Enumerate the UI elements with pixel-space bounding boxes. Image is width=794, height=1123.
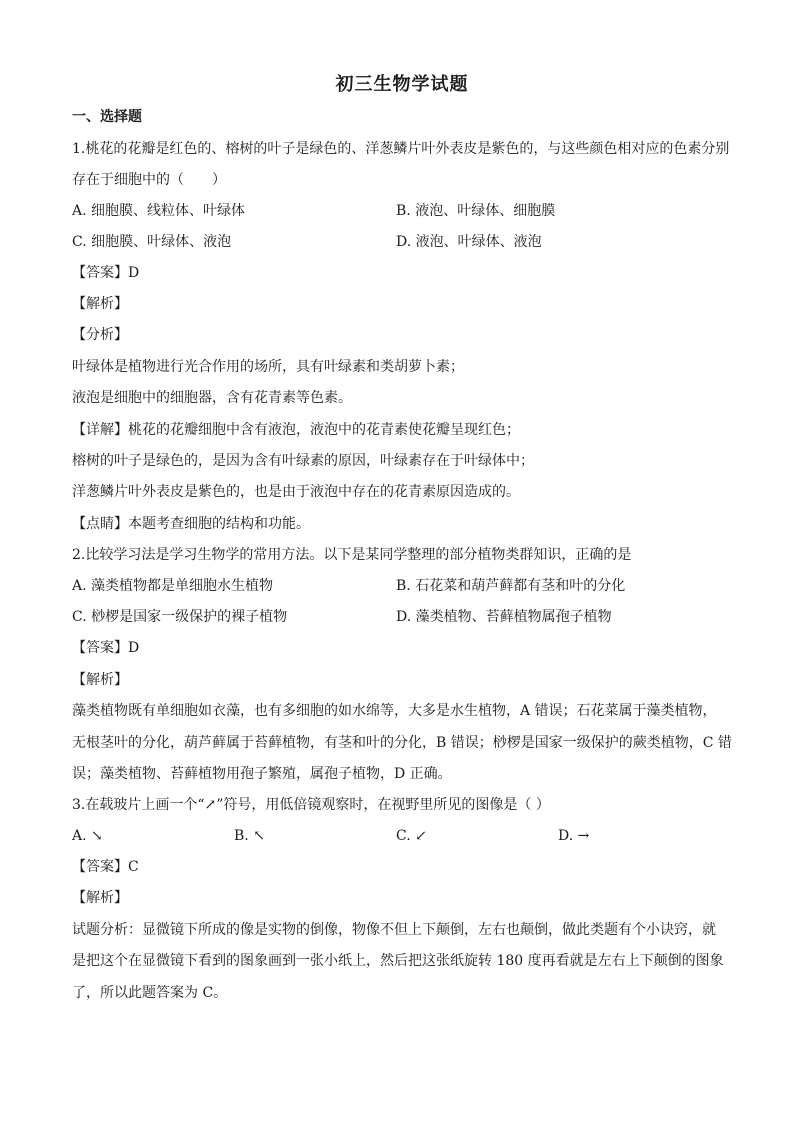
q1-option-d: D. 液泡、叶绿体、液泡 — [396, 234, 542, 250]
q3-answer: 【答案】C — [72, 859, 139, 875]
q3-analysis-label: 【解析】 — [72, 890, 128, 906]
q1-fenxi-line2: 液泡是细胞中的细胞器，含有花青素等色素。 — [72, 390, 352, 406]
q1-detail-line1: 【详解】桃花的花瓣细胞中含有液泡，液泡中的花青素使花瓣呈现红色； — [72, 422, 520, 438]
page-title: 初三生物学试题 — [335, 74, 469, 95]
q3-analysis-line1: 试题分析：显微镜下所成的像是实物的倒像，物像不但上下颠倒，左右也颠倒，做此类题有个小诀窍，就 — [72, 922, 716, 938]
q2-stem: 2.比较学习法是学习生物学的常用方法。以下是某同学整理的部分植物类群知识，正确的是 — [72, 547, 632, 563]
q1-analysis-label: 【解析】 — [72, 296, 128, 312]
q2-analysis-label: 【解析】 — [72, 672, 128, 688]
q1-option-c: C. 细胞膜、叶绿体、液泡 — [72, 234, 232, 250]
q1-option-b: B. 液泡、叶绿体、细胞膜 — [396, 203, 556, 219]
q1-detail-line2: 榕树的叶子是绿色的，是因为含有叶绿素的原因，叶绿素存在于叶绿体中； — [72, 453, 534, 469]
q3-option-a: A. ↘ — [72, 828, 103, 844]
q1-stem-line2: 存在于细胞中的（ ） — [72, 172, 226, 188]
q2-option-a: A. 藻类植物都是单细胞水生植物 — [72, 578, 274, 594]
q1-answer: 【答案】D — [72, 265, 140, 281]
q2-analysis-line1: 藻类植物既有单细胞如衣藻，也有多细胞的如水绵等，大多是水生植物，A 错误；石花菜属于藻类植物， — [72, 703, 717, 719]
q1-fenxi-line1: 叶绿体是植物进行光合作用的场所，具有叶绿素和类胡萝卜素； — [72, 359, 464, 375]
q3-stem: 3.在载玻片上画一个“↗”符号，用低倍镜观察时，在视野里所见的图像是（ ） — [72, 797, 550, 813]
section-heading: 一、选择题 — [72, 109, 142, 125]
q1-detail-line3: 洋葱鳞片叶外表皮是紫色的，也是由于液泡中存在的花青素原因造成的。 — [72, 484, 520, 500]
q3-analysis-line2: 是把这个在显微镜下看到的图象画到一张小纸上，然后把这张纸旋转 180 度再看就是左右上下颠倒的图象 — [72, 953, 724, 969]
q1-fenxi-label: 【分析】 — [72, 327, 128, 343]
q1-option-a: A. 细胞膜、线粒体、叶绿体 — [72, 203, 246, 219]
q3-option-c: C. ↙ — [396, 828, 427, 844]
q2-option-c: C. 桫椤是国家一级保护的裸子植物 — [72, 609, 288, 625]
q2-analysis-line2: 无根茎叶的分化，葫芦藓属于苔藓植物，有茎和叶的分化，B 错误；桫椤是国家一级保护的蕨类植物，C 错 — [72, 735, 732, 751]
q3-option-d: D. → — [558, 828, 590, 844]
q2-analysis-line3: 误；藻类植物、苔藓植物用孢子繁殖，属孢子植物，D 正确。 — [72, 766, 452, 782]
q2-option-b: B. 石花菜和葫芦藓都有茎和叶的分化 — [396, 578, 626, 594]
q1-comment: 【点睛】本题考查细胞的结构和功能。 — [72, 516, 310, 532]
q3-option-b: B. ↖ — [234, 828, 265, 844]
q1-stem-line1: 1.桃花的花瓣是红色的、榕树的叶子是绿色的、洋葱鳞片叶外表皮是紫色的，与这些颜色相对应的色素分别 — [72, 141, 730, 157]
q3-analysis-line3: 了，所以此题答案为 C。 — [72, 985, 228, 1001]
q2-option-d: D. 藻类植物、苔藓植物属孢子植物 — [396, 609, 612, 625]
q2-answer: 【答案】D — [72, 640, 140, 656]
